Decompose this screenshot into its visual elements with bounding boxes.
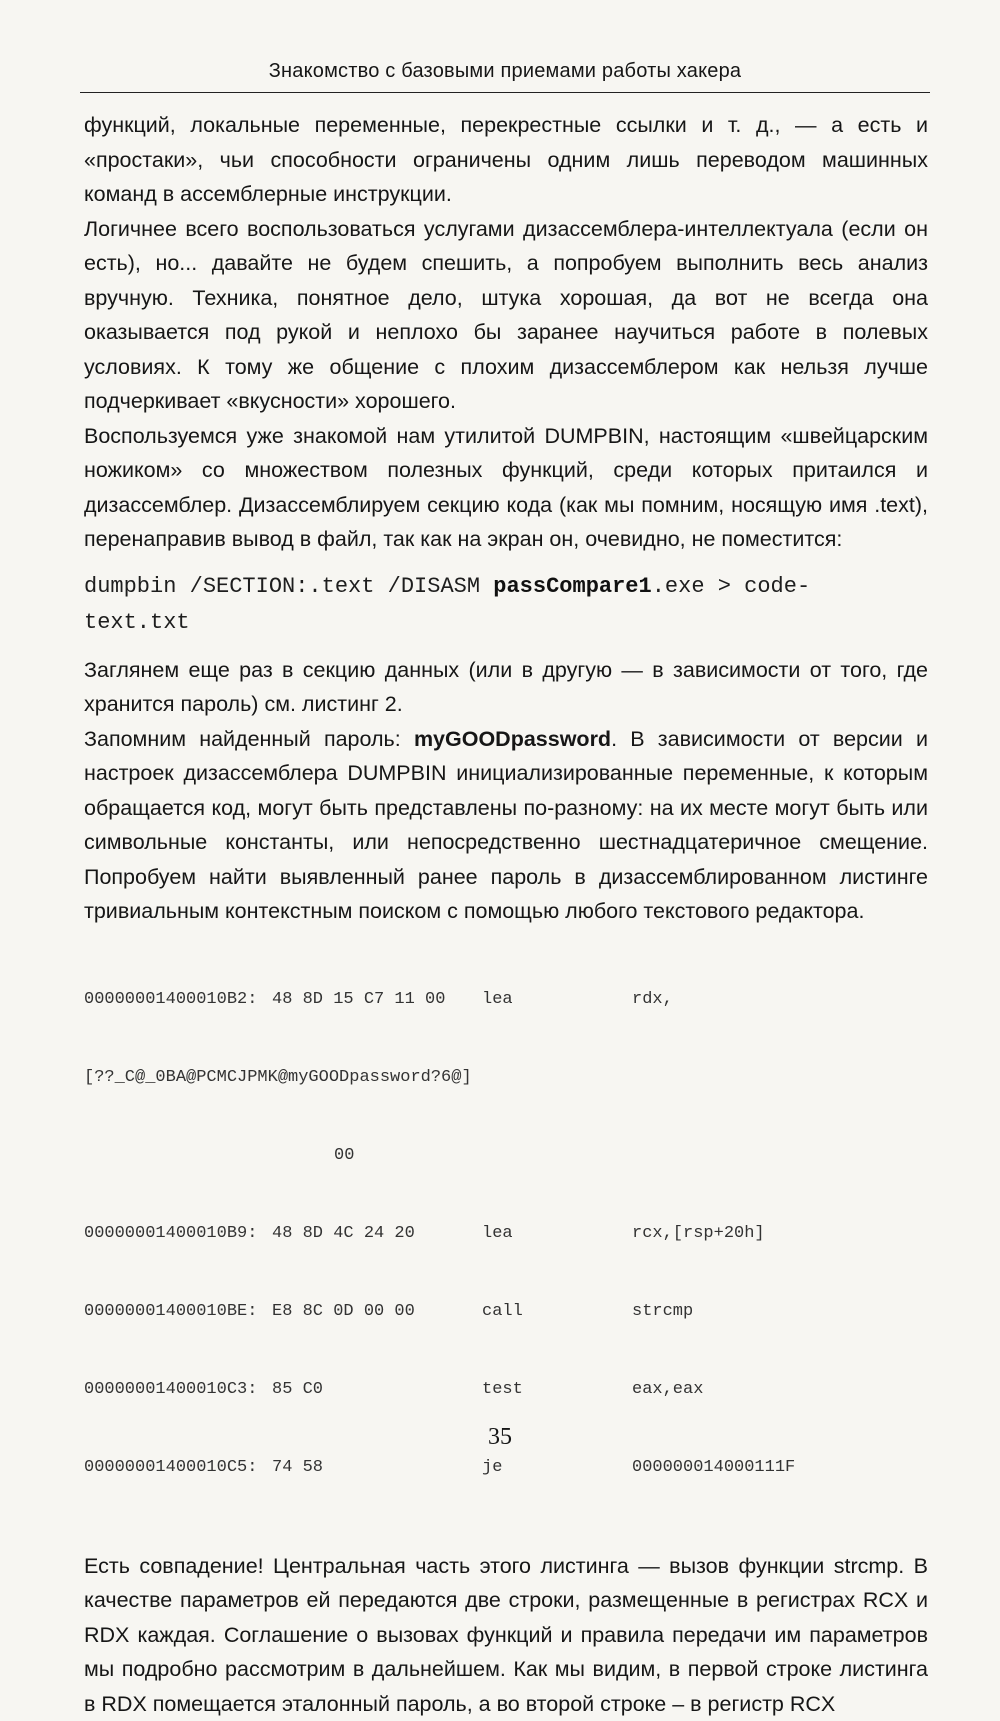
command-filename: passCompare1 bbox=[493, 574, 651, 599]
listing-address: 00000001400010BE: bbox=[84, 1299, 257, 1325]
paragraph-data-section: Заглянем еще раз в секцию данных (или в другую — в зависимости от того, где хранится пароль) см. листинг 2. bbox=[84, 653, 928, 722]
dumpbin-command bbox=[84, 569, 928, 641]
header-rule bbox=[80, 92, 930, 93]
listing-row-continuation bbox=[84, 1065, 928, 1091]
paragraph-password bbox=[84, 722, 928, 929]
listing-mnemonic: je bbox=[482, 1455, 502, 1481]
listing-mnemonic: lea bbox=[482, 987, 513, 1013]
listing-row bbox=[84, 987, 928, 1013]
paragraph-disassembler-intellect bbox=[84, 212, 928, 419]
listing-address: 00000001400010C5: bbox=[84, 1455, 257, 1481]
running-head: Знакомство с базовыми приемами работы хакера bbox=[80, 60, 930, 83]
paragraph-strcmp: Есть совпадение! Центральная часть этого листинга — вызов функции strcmp. В качестве параметров ей передаются две строки, размещенные в регистрах RCX и RDX каждая. Соглашение о вызовах функций и правила передачи им параметров мы подробно рассмотрим в дальнейшем. Как мы видим, в первой строке листинга в RDX помещается эталонный пароль, а во второй строке – в регистр RCX bbox=[84, 1549, 928, 1721]
listing-address: 00000001400010C3: bbox=[84, 1377, 257, 1403]
listing-bytes: 48 8D 4C 24 20 bbox=[272, 1221, 415, 1247]
paragraph-dumpbin bbox=[84, 419, 928, 557]
command-prefix: dumpbin /SECTION:.text /DISASM bbox=[84, 574, 493, 599]
password-rest: . В зависимости от версии и настроек дизассемблера DUMPBIN инициализированные переменные, к которым обращается код, могут быть представлены по-разному: на их месте могут быть или символьные константы, или непосредственно шестнадцатеричное смещение. Попробуем найти выявленный ранее пароль в дизассемблированном листинге тривиальным контекстным поиском с помощью любого текстового редактора. bbox=[84, 727, 928, 924]
found-password: myGOODpassword bbox=[414, 727, 611, 751]
listing-bytes: 74 58 bbox=[272, 1455, 323, 1481]
listing-row-extra-byte bbox=[84, 1143, 928, 1169]
listing-operand: 000000014000111F bbox=[632, 1455, 795, 1481]
listing-operand-continuation: [??_C@_0BA@PCMCJPMK@myGOODpassword?6@] bbox=[84, 1065, 472, 1091]
command-line-2: text.txt bbox=[84, 605, 928, 641]
password-intro: Запомним найденный пароль: bbox=[84, 727, 414, 751]
listing-operand: strcmp bbox=[632, 1299, 693, 1325]
listing-row bbox=[84, 1221, 928, 1247]
page-number: 35 bbox=[0, 1424, 1000, 1451]
listing-operand: rdx, bbox=[632, 987, 673, 1013]
listing-row bbox=[84, 1377, 928, 1403]
listing-bytes: 85 C0 bbox=[272, 1377, 323, 1403]
listing-mnemonic: call bbox=[482, 1299, 523, 1325]
listing-row bbox=[84, 1455, 928, 1481]
listing-mnemonic: lea bbox=[482, 1221, 513, 1247]
command-suffix: .exe > code- bbox=[652, 574, 810, 599]
paragraph-text: Логичнее всего воспользоваться услугами дизассемблера-интеллектуала (если он есть), но... давайте не будем спешить, а попробуем выполнить весь анализ вручную. Техника, понятное дело, штука хорошая, да вот не всегда она оказывается под рукой и неплохо бы заранее научиться работе в полевых условиях. К тому же общение с плохим дизассемблером как нельзя лучше подчеркивает «вкусности» хорошего. bbox=[84, 217, 928, 414]
page-body bbox=[84, 108, 928, 1721]
listing-operand: rcx,[rsp+20h] bbox=[632, 1221, 765, 1247]
listing-operand: eax,eax bbox=[632, 1377, 703, 1403]
listing-mnemonic: test bbox=[482, 1377, 523, 1403]
listing-bytes: E8 8C 0D 00 00 bbox=[272, 1299, 415, 1325]
listing-row bbox=[84, 1299, 928, 1325]
listing-bytes: 48 8D 15 C7 11 00 bbox=[272, 987, 445, 1013]
paragraph-continued: функций, локальные переменные, перекрестные ссылки и т. д., — а есть и «простаки», чьи способности ограничены одним лишь переводом машинных команд в ассемблерные инструкции. bbox=[84, 108, 928, 212]
listing-extra-byte: 00 bbox=[334, 1143, 354, 1169]
listing-address: 00000001400010B2: bbox=[84, 987, 257, 1013]
paragraph-text: Воспользуемся уже знакомой нам утилитой DUMPBIN, настоящим «швейцарским ножиком» со множеством полезных функций, среди которых притаился и дизассемблер. Дизассемблируем секцию кода (как мы помним, носящую имя .text), перенаправив вывод в файл, так как на экран он, очевидно, не поместится: bbox=[84, 424, 928, 552]
listing-address: 00000001400010B9: bbox=[84, 1221, 257, 1247]
